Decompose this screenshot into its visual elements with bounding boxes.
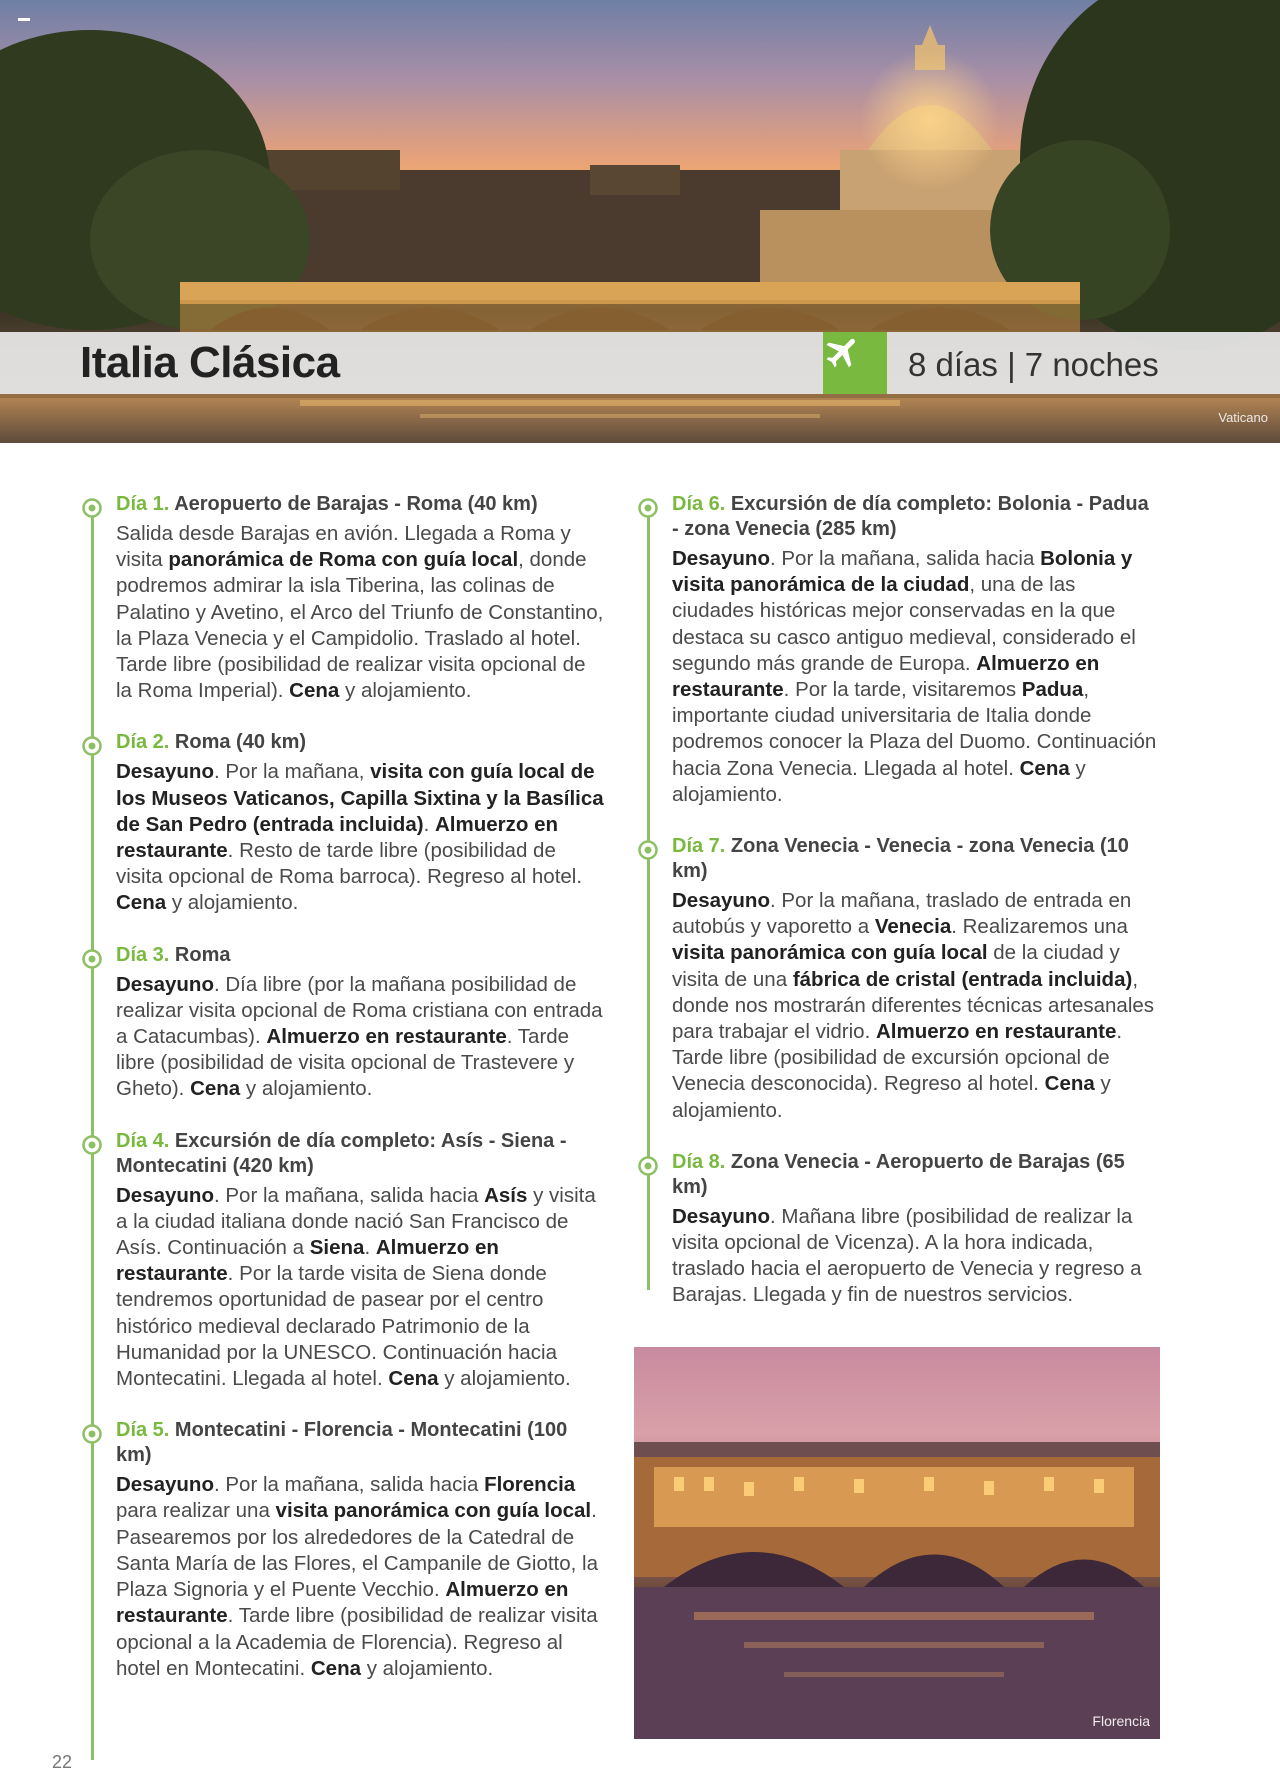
body-text: . Tarde libre (posibilidad de realizar visita opcional a la Academia de Florencia). Regreso al hotel en Montecatini. <box>116 1604 598 1680</box>
highlight-text: Cena <box>388 1367 439 1391</box>
photo-caption: Florencia <box>1092 1713 1150 1729</box>
highlight-text: Desayuno <box>672 889 770 913</box>
body-text: . Día libre (por la mañana posibilidad de realizar visita opcional de Roma cristiana con entrada a Catacumbas). <box>116 972 603 1049</box>
body-text: de la ciudad y visita de una <box>672 941 1120 991</box>
body-text: . Por la mañana, <box>213 760 371 784</box>
page-number: 22 <box>52 1752 73 1772</box>
day-title: Excursión de día completo: Bolonia - Padua - zona Venecia (285 km) <box>672 493 1149 540</box>
body-text: . Mañana libre (posibilidad de realizar la visita opcional de Vicenza). A la hora indicada, traslado hacia el aeropuerto de Venecia y regreso a Barajas. Llegada y fin de nuestros servicios. <box>672 1204 1142 1307</box>
highlight-text: Almuerzo en restaurante <box>875 1020 1117 1044</box>
highlight-text: Cena <box>116 891 167 915</box>
highlight-text: visita con guía local de los Museos Vaticanos, Capilla Sixtina y la Basílica de San Pedro (entrada incluida) <box>116 760 604 836</box>
highlight-text: Desayuno <box>116 972 214 996</box>
body-text: . Pasearemos por los alrededores de la Catedral de Santa María de las Flores, el Campanile de Giotto, la Plaza Signoria y el Puente Vecchio. <box>116 1499 598 1602</box>
highlight-text: Desayuno <box>672 547 770 570</box>
itinerary-day <box>82 1418 604 1682</box>
day-description <box>672 546 1160 808</box>
body-text: y alojamiento. <box>339 679 472 703</box>
itinerary-day <box>82 943 604 1103</box>
day-number: Día 6. <box>672 493 726 515</box>
day-description <box>116 521 604 704</box>
body-text: . Por la mañana, traslado de entrada en autobús y vaporetto a <box>672 889 1132 939</box>
highlight-text: Almuerzo en restaurante <box>116 812 558 863</box>
itinerary-day <box>82 1129 604 1393</box>
highlight-text: Siena <box>309 1236 365 1260</box>
highlight-text: panorámica de Roma con guía local <box>168 548 519 572</box>
body-text: y alojamiento. <box>672 1072 1111 1122</box>
florence-photo <box>634 1347 1160 1739</box>
day-title: Roma <box>174 943 231 966</box>
day-number: Día 5. <box>116 1419 170 1442</box>
highlight-text: visita panorámica con guía local <box>672 941 988 965</box>
highlight-text: Bolonia y visita panorámica de la ciudad <box>672 547 1133 597</box>
body-text: . <box>364 1236 376 1260</box>
timeline-marker-icon <box>82 1135 102 1155</box>
highlight-text: Venecia <box>874 915 952 939</box>
day-heading <box>116 1418 604 1468</box>
day-title: Roma (40 km) <box>174 731 307 754</box>
body-text: y alojamiento. <box>240 1077 373 1101</box>
body-text: . Tarde libre (posibilidad de excursión opcional de Venecia desconocida). Regreso al hotel. <box>672 1020 1123 1096</box>
timeline-marker-icon <box>82 498 102 518</box>
body-text: . <box>423 812 435 836</box>
body-text: , importante ciudad universitaria de Italia donde podremos conocer la Plaza del Duomo. Continuación hacia Zona Venecia. Llegada al hotel. <box>672 678 1157 780</box>
day-number: Día 8. <box>672 1150 726 1173</box>
timeline-marker-icon <box>638 1156 658 1176</box>
body-text: , una de las ciudades históricas mejor conservadas en la que destaca su casco antiguo medieval, considerado el segundo más grande de Europa. <box>672 573 1136 675</box>
body-text: , donde podremos admirar la isla Tiberina, las colinas de Palatino y Avetino, el Arco del Triunfo de Constantino, la Plaza Venecia y el Campidolio. Traslado al hotel. Tarde libre (posibilidad de realizar visita opcional de la Roma Imperial). <box>116 548 604 703</box>
body-text: . Por la mañana, salida hacia <box>769 547 1041 570</box>
body-text: , donde nos mostrarán diferentes técnicas artesanales para trabajar el vidrio. <box>672 967 1155 1044</box>
day-number: Día 7. <box>672 835 726 858</box>
highlight-text: Cena <box>1044 1072 1095 1096</box>
day-title: Aeropuerto de Barajas - Roma (40 km) <box>174 493 538 515</box>
day-heading <box>116 492 604 517</box>
ponte-vecchio-illustration <box>634 1347 1160 1739</box>
day-title: Zona Venecia - Venecia - zona Venecia (10 km) <box>672 835 1129 883</box>
day-number: Día 4. <box>116 1129 170 1152</box>
day-description <box>116 1472 604 1682</box>
timeline-marker-icon <box>638 498 658 518</box>
highlight-text: Almuerzo en restaurante <box>672 651 1100 702</box>
highlight-text: Cena <box>289 679 340 703</box>
day-description <box>116 759 604 916</box>
timeline-marker-icon <box>638 840 658 860</box>
highlight-text: Almuerzo en restaurante <box>116 1236 499 1286</box>
itinerary-day <box>638 492 1160 808</box>
page-title: Italia Clásica <box>80 338 340 387</box>
day-description <box>672 888 1160 1124</box>
hero-caption: Vaticano <box>1218 410 1268 425</box>
timeline-marker-icon <box>82 1424 102 1444</box>
highlight-text: Desayuno <box>116 1473 214 1497</box>
body-text: y alojamiento. <box>672 756 1086 806</box>
highlight-text: Cena <box>310 1656 362 1680</box>
body-text: para realizar una <box>116 1499 276 1523</box>
day-title: Montecatini - Florencia - Montecatini (100 km) <box>116 1419 568 1467</box>
highlight-text: Desayuno <box>116 760 214 784</box>
day-heading <box>672 834 1160 884</box>
day-description <box>672 1204 1160 1309</box>
highlight-text: visita panorámica con guía local <box>275 1499 592 1523</box>
body-text: Salida desde Barajas en avión. Llegada a Roma y visita <box>116 522 571 572</box>
body-text: y alojamiento. <box>361 1656 494 1680</box>
itinerary-day <box>82 730 604 916</box>
body-text: . Resto de tarde libre (posibilidad de visita opcional de Roma barroca). Regreso al hotel. <box>116 839 583 889</box>
highlight-text: Cena <box>190 1077 241 1101</box>
plane-icon <box>823 332 887 394</box>
itinerary-left-column <box>82 492 604 1708</box>
corner-mark <box>18 18 30 21</box>
body-text: . Tarde libre (posibilidad de visita opcional de Trastevere y Gheto). <box>116 1025 575 1101</box>
highlight-text: Almuerzo en restaurante <box>266 1025 507 1049</box>
day-description <box>116 1183 604 1393</box>
day-title: Zona Venecia - Aeropuerto de Barajas (65 km) <box>672 1150 1125 1198</box>
body-text: . Por la tarde visita de Siena donde tendremos oportunidad de pasear por el centro histórico medieval declarado Patrimonio de la Humanidad por la UNESCO. Continuación hacia Montecatini. Llegada al hotel. <box>116 1262 557 1391</box>
highlight-text: Padua <box>1021 678 1084 702</box>
highlight-text: Florencia <box>484 1473 576 1497</box>
day-number: Día 3. <box>116 943 170 966</box>
hero-image <box>0 0 1280 443</box>
day-description <box>116 972 604 1103</box>
body-text: . Por la mañana, salida hacia <box>213 1183 485 1207</box>
itinerary-day <box>638 1150 1160 1309</box>
day-heading <box>116 730 604 755</box>
highlight-text: Cena <box>1019 756 1070 780</box>
itinerary-day <box>638 834 1160 1124</box>
highlight-text: Almuerzo en restaurante <box>116 1578 569 1628</box>
body-text: y visita a la ciudad italiana donde nació San Francisco de Asís. Continuación a <box>116 1183 596 1260</box>
day-heading <box>116 943 604 968</box>
body-text: y alojamiento. <box>166 891 299 915</box>
itinerary-day <box>82 492 604 704</box>
body-text: . Realizaremos una <box>951 915 1128 939</box>
day-heading <box>116 1129 604 1179</box>
timeline-marker-icon <box>82 736 102 756</box>
highlight-text: Desayuno <box>116 1183 214 1207</box>
day-number: Día 1. <box>116 493 170 515</box>
day-title: Excursión de día completo: Asís - Siena - Montecatini (420 km) <box>116 1129 567 1177</box>
itinerary-right-column <box>638 492 1160 1335</box>
trip-duration: 8 días | 7 noches <box>908 346 1159 383</box>
body-text: . Por la mañana, salida hacia <box>213 1473 485 1497</box>
timeline-marker-icon <box>82 949 102 969</box>
highlight-text: fábrica de cristal (entrada incluida) <box>792 967 1133 991</box>
highlight-text: Desayuno <box>672 1204 770 1228</box>
body-text: . Por la tarde, visitaremos <box>783 678 1022 702</box>
day-heading <box>672 1150 1160 1200</box>
day-number: Día 2. <box>116 731 170 754</box>
day-heading <box>672 492 1160 542</box>
body-text: y alojamiento. <box>438 1367 571 1391</box>
highlight-text: Asís <box>484 1183 528 1207</box>
